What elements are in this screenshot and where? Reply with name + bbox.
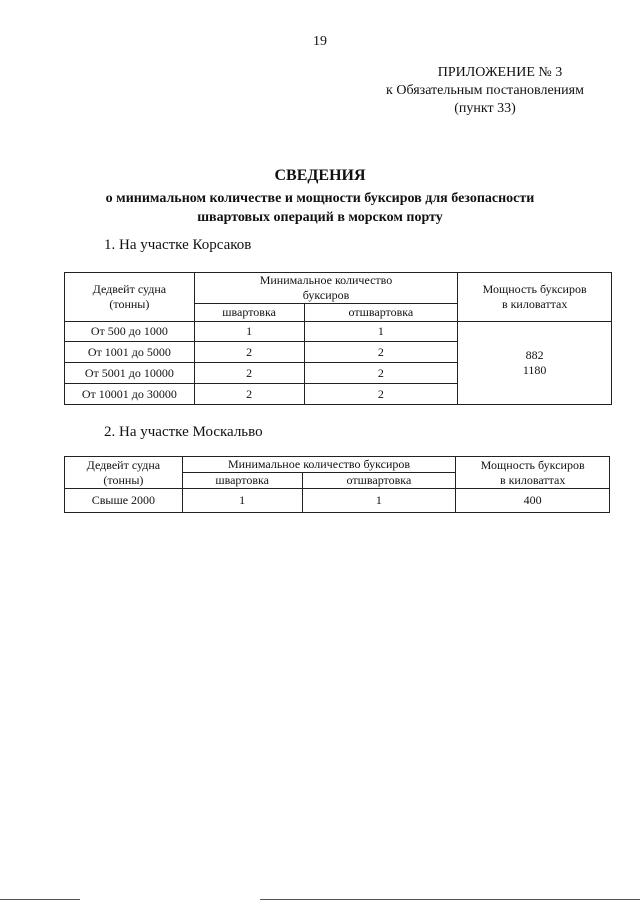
header-deadweight: Дедвейт судна (тонны) (65, 273, 195, 322)
deadweight-cell: От 10001 до 30000 (65, 384, 195, 405)
mooring-cell: 2 (194, 342, 304, 363)
deadweight-cell: От 5001 до 10000 (65, 363, 195, 384)
header-min-count: Минимальное количество буксиров (194, 273, 458, 304)
mooring-cell: 2 (194, 363, 304, 384)
header-unmooring: отшвартовка (304, 304, 458, 322)
appendix-title: ПРИЛОЖЕНИЕ № 3 (437, 65, 563, 80)
mooring-cell: 1 (194, 322, 304, 342)
appendix-block (375, 64, 595, 118)
deadweight-cell: Свыше 2000 (65, 489, 183, 513)
scan-edge-line (0, 899, 80, 900)
header-mooring: швартовка (194, 304, 304, 322)
section-moskalvo-heading: 2. На участке Москальво (104, 424, 263, 440)
unmooring-cell: 2 (304, 342, 458, 363)
header-min-count: Минимальное количество буксиров (182, 457, 456, 473)
title-heading: СВЕДЕНИЯ (274, 167, 366, 184)
document-title (0, 167, 640, 227)
title-line-1: о минимальном количестве и мощности буксиров для безопасности (105, 191, 535, 206)
unmooring-cell: 2 (304, 363, 458, 384)
section-korsakov-heading: 1. На участке Корсаков (104, 237, 252, 253)
table-row (65, 322, 612, 342)
header-deadweight: Дедвейт судна (тонны) (65, 457, 183, 489)
deadweight-cell: От 1001 до 5000 (65, 342, 195, 363)
unmooring-cell: 2 (304, 384, 458, 405)
scan-edge-line (260, 899, 640, 900)
page-number: 19 (313, 34, 327, 49)
table-row (65, 489, 610, 513)
unmooring-cell: 1 (304, 322, 458, 342)
korsakov-table (64, 272, 612, 405)
mooring-cell: 2 (194, 384, 304, 405)
appendix-clause: (пункт 33) (454, 101, 516, 116)
header-mooring: швартовка (182, 473, 302, 489)
deadweight-cell: От 500 до 1000 (65, 322, 195, 342)
header-power: Мощность буксиров в киловаттах (456, 457, 610, 489)
header-power: Мощность буксиров в киловаттах (458, 273, 612, 322)
appendix-reference: к Обязательным постановлениям (386, 83, 584, 98)
unmooring-cell: 1 (302, 489, 456, 513)
title-line-2: швартовых операций в морском порту (197, 210, 443, 225)
mooring-cell: 1 (182, 489, 302, 513)
power-cell: 400 (456, 489, 610, 513)
header-unmooring: отшвартовка (302, 473, 456, 489)
power-cell: 882 1180 (458, 322, 612, 405)
moskalvo-table (64, 456, 610, 513)
